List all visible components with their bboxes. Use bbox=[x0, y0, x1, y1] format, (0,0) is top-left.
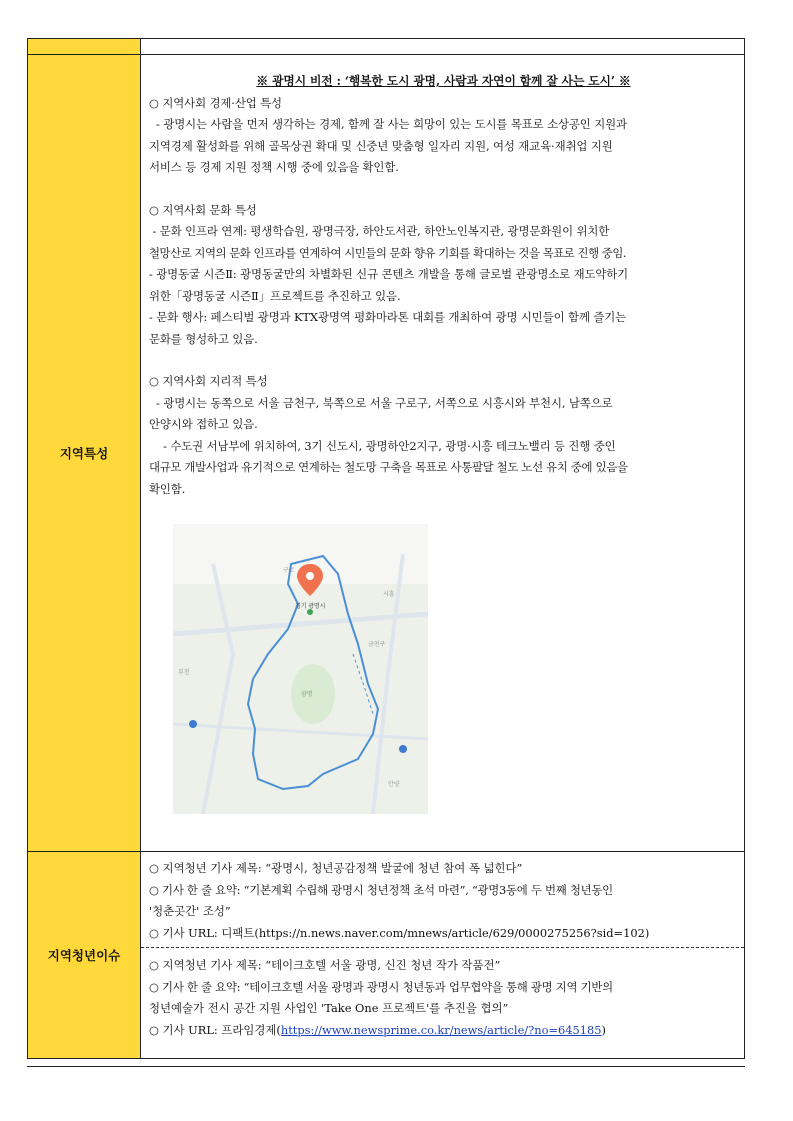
map-label: 금천구 bbox=[368, 641, 386, 648]
map-label: 구로 bbox=[283, 567, 295, 574]
road-marker-icon bbox=[399, 745, 407, 753]
city-vision: ※ 광명시 비전 : ‘행복한 도시 광명, 사람과 자연이 함께 잘 사는 도시’ ※ bbox=[256, 74, 631, 88]
article-title: ○ 지역청년 기사 제목: “테이크호텔 서울 광명, 신진 청년 작가 작품전” bbox=[149, 958, 501, 972]
map-pin-label: 경기 광명시 bbox=[295, 603, 326, 610]
article-url-line bbox=[149, 1020, 738, 1042]
document-sheet bbox=[27, 38, 745, 1059]
region-text bbox=[141, 55, 744, 814]
article-title: ○ 지역청년 기사 제목: “광명시, 청년공감정책 발굴에 청년 참여 폭 넓힌다” bbox=[149, 861, 523, 875]
geography-line: 확인함. bbox=[149, 481, 186, 496]
geography-line: - 수도권 서남부에 위치하여, 3기 신도시, 광명하안2지구, 광명·시흥 테크노밸리 등 진행 중인 bbox=[149, 438, 616, 453]
economy-heading: ○ 지역사회 경제·산업 특성 bbox=[149, 95, 282, 110]
region-label: 지역특성 bbox=[28, 55, 141, 852]
culture-line: 위한「광명동굴 시즌Ⅱ」프로젝트를 추진하고 있음. bbox=[149, 288, 401, 303]
region-content bbox=[141, 55, 745, 852]
map-svg bbox=[173, 524, 428, 814]
map-label: 광명 bbox=[301, 691, 313, 698]
economy-line: - 광명시는 사람을 먼저 생각하는 경제, 함께 잘 사는 희망이 있는 도시를 목표로 소상공인 지원과 bbox=[149, 117, 627, 131]
culture-line: - 문화 인프라 연계: 평생학습원, 광명극장, 하안도서관, 하안노인복지관, 광명문화원이 위치한 bbox=[149, 224, 610, 238]
url-suffix: ) bbox=[601, 1022, 606, 1037]
url-prefix: ○ 기사 URL: 프라임경제( bbox=[149, 1022, 281, 1037]
culture-line: - 광명동굴 시즌Ⅱ: 광명동굴만의 차별화된 신규 콘텐츠 개발을 통해 글로벌 관광명소로 재도약하기 bbox=[149, 267, 629, 281]
culture-line: 철망산로 지역의 문화 인프라를 연계하여 시민들의 문화 향유 기회를 확대하는 것을 목표로 진행 중임. bbox=[149, 245, 627, 260]
geography-line: 대규모 개발사업과 유기적으로 연계하는 철도망 구축을 목표로 사통팔달 철도 노선 유치 중에 있음을 bbox=[149, 460, 628, 474]
geography-heading: ○ 지역사회 지리적 특성 bbox=[149, 374, 268, 388]
region-table bbox=[27, 38, 745, 1059]
article-summary: ○ 기사 한 줄 요약: “기본계획 수립해 광명시 청년정책 초석 마련”, “광명3동에 두 번째 청년동인 bbox=[149, 882, 613, 897]
url-suffix: ) bbox=[644, 925, 650, 940]
map-label: 부천 bbox=[178, 669, 190, 676]
economy-line: 서비스 등 경제 지원 정책 시행 중에 있음을 확인함. bbox=[149, 160, 399, 174]
url-prefix: ○ 기사 URL: 디팩트( bbox=[149, 925, 259, 940]
article-block-1 bbox=[141, 852, 744, 947]
map-label: 안양 bbox=[388, 781, 400, 788]
culture-heading: ○ 지역사회 문화 특성 bbox=[149, 202, 257, 217]
article-block-2 bbox=[141, 947, 744, 1044]
youth-issues-row bbox=[28, 852, 745, 1059]
map-park bbox=[291, 664, 335, 724]
article-summary: ○ 기사 한 줄 요약: “테이크호텔 서울 광명과 광명시 청년동과 업무협약을 통해 광명 지역 기반의 bbox=[149, 979, 613, 994]
gwangmyeong-map bbox=[173, 524, 428, 814]
article-url[interactable]: https://n.news.naver.com/mnews/article/629/0000275256?sid=102 bbox=[258, 925, 645, 940]
culture-line: 문화를 형성하고 있음. bbox=[149, 331, 258, 346]
bottom-rule bbox=[27, 1066, 745, 1067]
road-marker-icon bbox=[189, 720, 197, 728]
article-summary: 청년예술가 전시 공간 지원 사업인 'Take One 프로젝트'를 추진을 협의” bbox=[149, 1001, 509, 1015]
header-content-cell bbox=[141, 39, 745, 55]
youth-content bbox=[141, 852, 745, 1059]
geography-line: 안양시와 접하고 있음. bbox=[149, 417, 258, 431]
geography-line: - 광명시는 동쪽으로 서울 금천구, 북쪽으로 서울 구로구, 서쪽으로 시흥시와 부천시, 남쪽으로 bbox=[149, 395, 613, 410]
economy-line: 지역경제 활성화를 위해 골목상권 확대 및 신중년 맞춤형 일자리 지원, 여성 재교육·재취업 지원 bbox=[149, 138, 613, 153]
header-label-cell bbox=[28, 39, 141, 55]
culture-line: - 문화 행사: 페스티벌 광명과 KTX광명역 평화마라톤 대회를 개최하여 광명 시민들이 함께 즐기는 bbox=[149, 310, 627, 324]
article-url-link[interactable]: https://www.newsprime.co.kr/news/article/?no=645185 bbox=[280, 1022, 602, 1037]
youth-label: 지역청년이슈 bbox=[28, 852, 141, 1059]
article-summary: '청춘곳간' 조성” bbox=[149, 904, 231, 918]
header-row bbox=[28, 39, 745, 55]
article-url-line bbox=[149, 923, 738, 945]
map-label: 시흥 bbox=[383, 591, 395, 598]
pin-center bbox=[306, 572, 314, 580]
region-characteristics-row bbox=[28, 55, 745, 852]
